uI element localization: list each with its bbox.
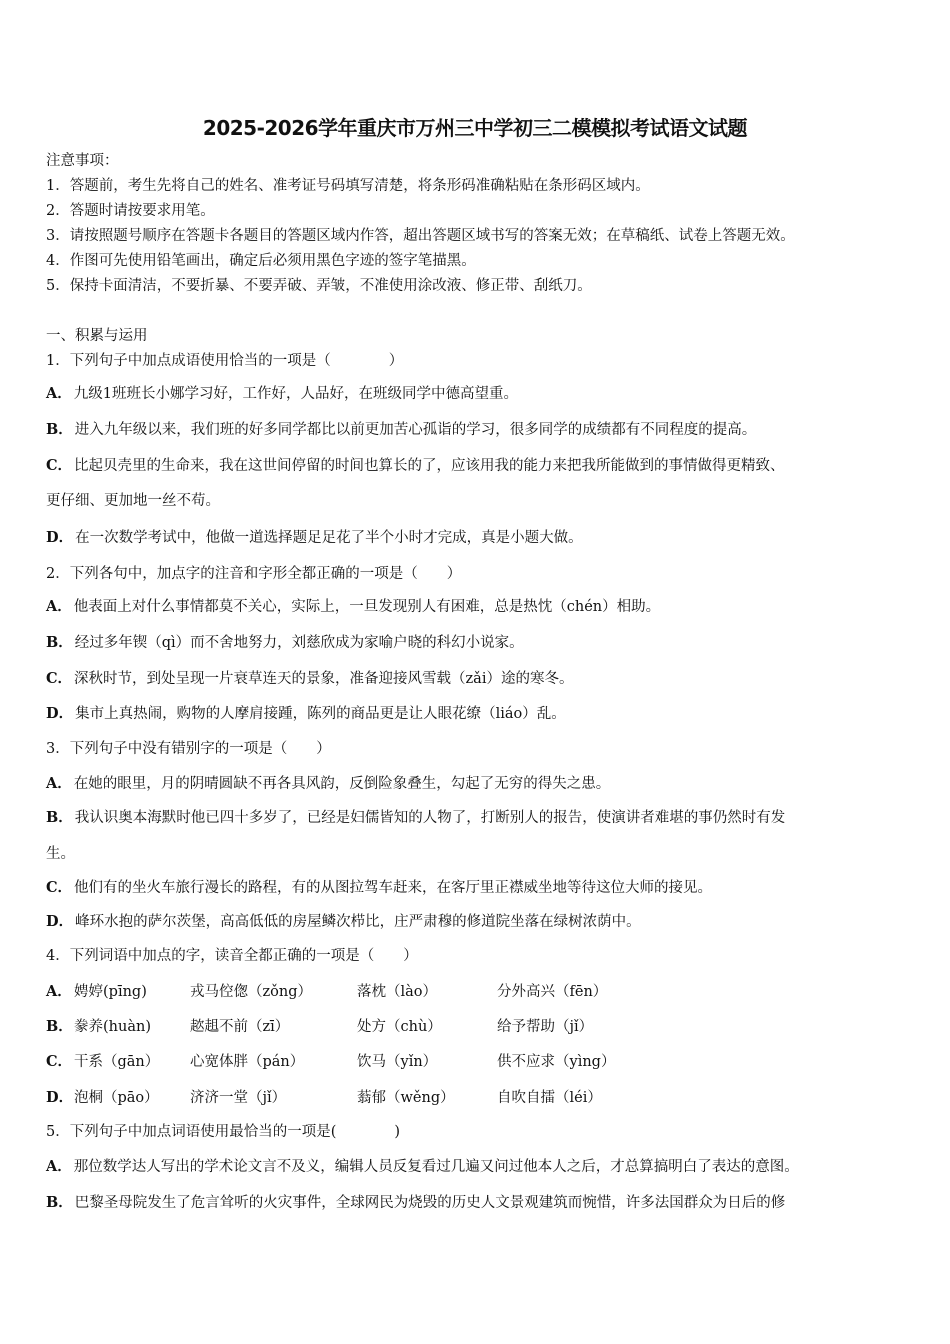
option-label: A． [46,983,72,1000]
option-label: C． [46,1053,73,1070]
question-stem: 3．下列句子中没有错别字的一项是（ ） [46,741,331,757]
option-line [46,669,573,689]
option-word: 自吹自擂（léi） [497,1090,602,1106]
option-word: 落枕（lào） [357,984,438,1000]
option-label: A． [46,598,72,615]
option-word: 蓊郁（wěng） [357,1090,455,1106]
option-text: 峰环水抱的萨尔茨堡，高高低低的房屋鳞次栉比，庄严肃穆的修道院坐落在绿树浓荫中。 [75,914,641,930]
option-text: 进入九年级以来，我们班的好多同学都比以前更加苦心孤诣的学习，很多同学的成绩都有不同程度的提高。 [74,422,757,438]
notes-item: 5．保持卡面清洁，不要折暴、不要弄破、弄皱，不准使用涂改液、修正带、刮纸刀。 [46,278,592,294]
question-stem: 5．下列句子中加点词语使用最恰当的一项是( ) [46,1124,401,1140]
option-label: C． [46,457,73,474]
option-text-continued: 更仔细、更加地一丝不苟。 [46,493,220,509]
option-text: 他们有的坐火车旅行漫长的路程，有的从图拉驾车赶来，在客厅里正襟威坐地等待这位大师的接见。 [74,880,713,896]
option-line [46,456,785,476]
notes-item: 2．答题时请按要求用笔。 [46,203,215,219]
option-text: 九级1班班长小娜学习好，工作好，人品好，在班级同学中德高望重。 [73,386,518,402]
option-line [46,420,756,440]
notes-heading: 注意事项： [46,153,119,169]
option-label: A． [46,385,72,402]
option-line [46,597,660,617]
option-text: 经过多年锲（qì）而不舍地努力，刘慈欣成为家喻户晓的科幻小说家。 [74,635,524,651]
option-text: 巴黎圣母院发生了危言耸听的火灾事件，全球网民为烧毁的历史人文景观建筑而惋惜，许多法国群众为日后的修 [74,1195,786,1211]
option-text-continued: 生。 [46,846,75,862]
option-label: B． [46,1018,73,1035]
notes-item: 4．作图可先使用铅笔画出，确定后必须用黑色字迹的签字笔描黑。 [46,253,476,269]
option-line [46,1157,799,1177]
option-label: B． [46,421,73,438]
option-line [46,774,610,794]
option-text: 那位数学达人写出的学术论文言不及义，编辑人员反复看过几遍又问过他本人之后，才总算搞明白了表达的意图。 [73,1159,799,1175]
option-word: 心宽体胖（pán） [190,1054,305,1070]
option-label: D． [46,705,74,722]
option-text: 集市上真热闹，购物的人摩肩接踵，陈列的商品更是让人眼花缭（liáo）乱。 [75,706,566,722]
option-word: 饮马（yǐn） [357,1054,438,1070]
option-line [46,912,641,932]
option-word: 戎马倥偬（zǒng） [190,984,312,1000]
notes-item: 1．答题前，考生先将自己的姓名、准考证号码填写清楚，将条形码准确粘贴在条形码区域内。 [46,178,650,194]
option-label: B． [46,634,73,651]
notes-item: 3．请按照题号顺序在答题卡各题目的答题区域内作答，超出答题区域书写的答案无效；在草稿纸、试卷上答题无效。 [46,228,795,244]
option-word: 干系（gān） [74,1054,160,1070]
option-line [46,878,712,898]
option-label: D． [46,529,74,546]
option-label: C． [46,879,73,896]
option-word: 给予帮助（jǐ） [497,1019,594,1035]
option-word: 泡桐（pāo） [74,1090,159,1106]
option-label: A． [46,1158,72,1175]
option-label: D． [46,913,74,930]
option-label: C． [46,670,73,687]
option-text: 比起贝壳里的生命来，我在这世间停留的时间也算长的了，应该用我的能力来把我所能做到的事情做得更精致、 [74,458,785,474]
option-text: 我认识奥本海默时他已四十多岁了，已经是妇儒皆知的人物了，打断别人的报告，使演讲者难堪的事仍然时有发 [74,810,786,826]
option-word: 趑趄不前（zī） [190,1019,290,1035]
document-title: 2025-2026学年重庆市万州三中学初三二模模拟考试语文试题 [202,116,748,140]
option-line [46,384,518,404]
option-line [46,633,524,653]
option-line [46,528,583,548]
option-word: 分外高兴（fēn） [497,984,608,1000]
question-stem: 1．下列句子中加点成语使用恰当的一项是（ ） [46,353,404,369]
option-word: 处方（chù） [357,1019,442,1035]
section-heading: 一、积累与运用 [46,328,148,344]
option-label: A． [46,775,72,792]
option-word: 济济一堂（jǐ） [190,1090,287,1106]
option-word: 豢养(huàn) [74,1019,151,1035]
option-text: 他表面上对什么事情都莫不关心，实际上，一旦发现别人有困难，总是热忱（chén）相助。 [73,599,661,615]
question-stem: 4．下列词语中加点的字，读音全都正确的一项是（ ） [46,948,418,964]
option-label: B． [46,809,73,826]
option-label: D． [46,1089,74,1106]
question-stem: 2．下列各句中，加点字的注音和字形全都正确的一项是（ ） [46,566,462,582]
option-text: 在一次数学考试中，他做一道选择题足足花了半个小时才完成，真是小题大做。 [75,530,583,546]
option-text: 深秋时节，到处呈现一片衰草连天的景象，准备迎接风雪载（zǎi）途的寒冬。 [74,671,574,687]
option-word: 供不应求（yìng） [497,1054,616,1070]
option-label: B． [46,1194,73,1211]
option-line [46,704,566,724]
option-line [46,1193,785,1213]
option-word: 娉婷(pīng) [74,984,147,1000]
option-line [46,808,785,828]
option-text: 在她的眼里，月的阴晴圆缺不再各具风韵，反倒险象叠生，勾起了无穷的得失之患。 [73,776,611,792]
